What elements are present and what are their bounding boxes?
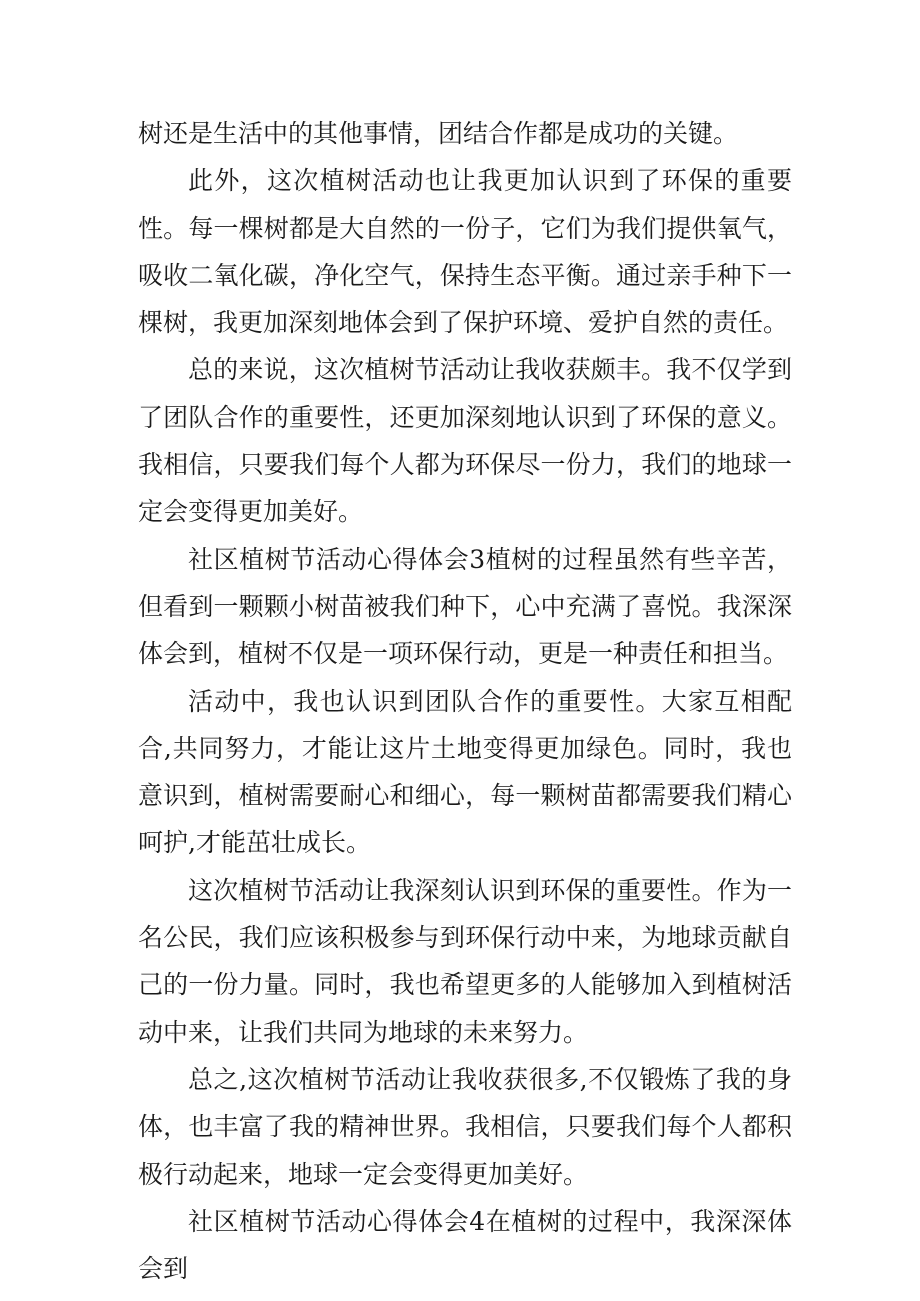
document-body — [138, 110, 792, 1292]
paragraph-environmental-awareness: 此外，这次植树活动也让我更加认识到了环保的重要性。每一棵树都是大自然的一份子，它们为我们提供氧气，吸收二氧化碳，净化空气，保持生态平衡。通过亲手种下一棵树，我更加深刻地体会到了保护环境、爱护自然的责任。 — [138, 166, 792, 338]
paragraph-teamwork: 活动中，我也认识到团队合作的重要性。大家互相配合,共同努力，才能让这片土地变得更加绿色。同时，我也意识到，植树需要耐心和细心，每一颗树苗都需要我们精心呵护,才能茁壮成长。 — [138, 686, 792, 858]
paragraph-environmental-importance: 这次植树节活动让我深刻认识到环保的重要性。作为一名公民，我们应该积极参与到环保行动中来，为地球贡献自己的一份力量。同时，我也希望更多的人能够加入到植树活动中来，让我们共同为地球的未来努力。 — [138, 875, 792, 1047]
paragraph-summary: 总的来说，这次植树节活动让我收获颇丰。我不仅学到了团队合作的重要性，还更加深刻地认识到了环保的意义。我相信，只要我们每个人都为环保尽一份力，我们的地球一定会变得更加美好。 — [138, 355, 792, 527]
paragraph-continuation: 树还是生活中的其他事情，团结合作都是成功的关键。 — [138, 119, 739, 148]
paragraph-experience-4: 社区植树节活动心得体会4在植树的过程中，我深深体会到 — [138, 1206, 792, 1284]
paragraph-experience-3: 社区植树节活动心得体会3植树的过程虽然有些辛苦，但看到一颗颗小树苗被我们种下，心中充满了喜悦。我深深体会到，植树不仅是一项环保行动，更是一种责任和担当。 — [138, 544, 792, 669]
paragraph-conclusion: 总之,这次植树节活动让我收获很多,不仅锻炼了我的身体，也丰富了我的精神世界。我相信，只要我们每个人都积极行动起来，地球一定会变得更加美好。 — [138, 1064, 792, 1189]
